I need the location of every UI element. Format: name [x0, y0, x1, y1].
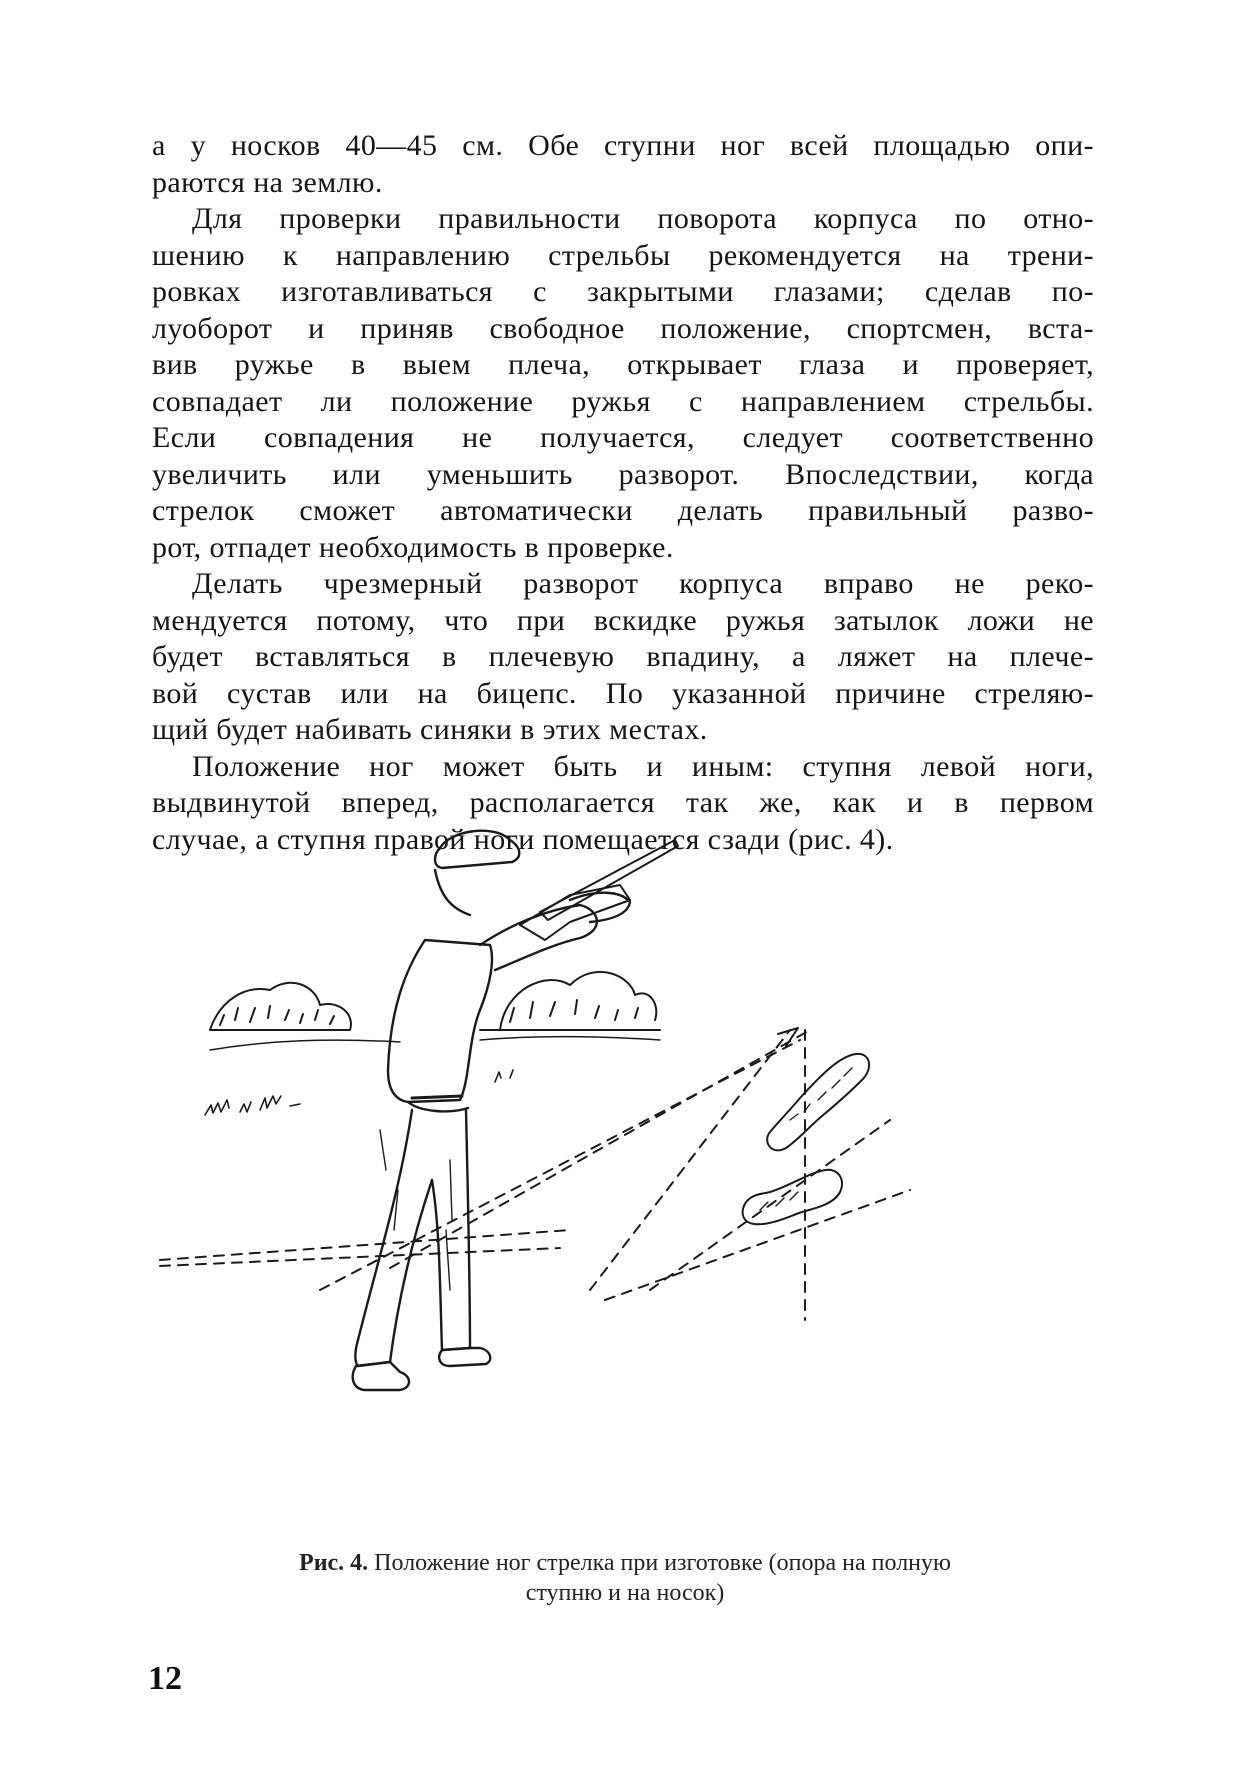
background-trees [210, 972, 660, 1050]
text-line: вив ружье в выем плеча, открывает глаза и проверяет, [152, 348, 1094, 381]
shooter-figure [353, 831, 678, 1390]
figure-4 [150, 820, 1100, 1540]
text-line: а у носков 40—45 см. Обе ступни ног всей площадью опи- [152, 129, 1094, 162]
caption-line-1: Положение ног стрелка при изготовке (опора на полную [374, 1550, 951, 1576]
text-line: будет вставляться в плечевую впадину, а ляжет на плече- [152, 640, 1094, 673]
text-line: ровках изготавливаться с закрытыми глазами; сделав по- [152, 275, 1094, 308]
figure-caption [150, 1548, 1100, 1608]
text-line: раются на землю. [152, 165, 383, 199]
text-line: случае, а ступня правой ноги помещается сзади (рис. 4). [152, 822, 894, 856]
paragraph [152, 128, 1094, 201]
page-number: 12 [148, 1660, 182, 1697]
paragraph [152, 566, 1094, 749]
text-line: Положение ног может быть и иным: ступня левой ноги, [192, 749, 1094, 783]
body-text [152, 128, 1094, 858]
text-line: выдвинутой вперед, располагается так же, как и в первом [152, 786, 1094, 819]
text-line: Делать чрезмерный разворот корпуса вправо не реко- [192, 567, 1094, 600]
text-line: стрелок сможет автоматически делать правильный разво- [152, 494, 1094, 527]
paragraph [152, 201, 1094, 566]
text-line: рот, отпадет необходимость в проверке. [152, 530, 674, 564]
text-line: Для проверки правильности поворота корпуса по отно- [192, 202, 1094, 235]
caption-line-2: ступню и на носок) [525, 1580, 725, 1606]
text-line: щий будет набивать синяки в этих местах. [152, 713, 708, 746]
text-line: увеличить или уменьшить разворот. Впоследствии, когда [152, 457, 1094, 491]
text-line: луоборот и приняв свободное положение, спортсмен, вста- [152, 311, 1094, 345]
stance-lines [160, 1030, 910, 1320]
text-line: совпадает ли положение ружья с направлением стрельбы. [152, 384, 1094, 418]
shooter-illustration [150, 820, 1100, 1540]
text-line: Если совпадения не получается, следует соответственно [152, 421, 1094, 454]
text-line: вой сустав или на бицепс. По указанной причине стреляю- [152, 676, 1094, 710]
text-line: шению к направлению стрельбы рекомендуется на трени- [152, 238, 1094, 272]
text-line: мендуется потому, что при вскидке ружья затылок ложи не [152, 603, 1094, 637]
caption-label: Рис. 4. [299, 1550, 369, 1576]
